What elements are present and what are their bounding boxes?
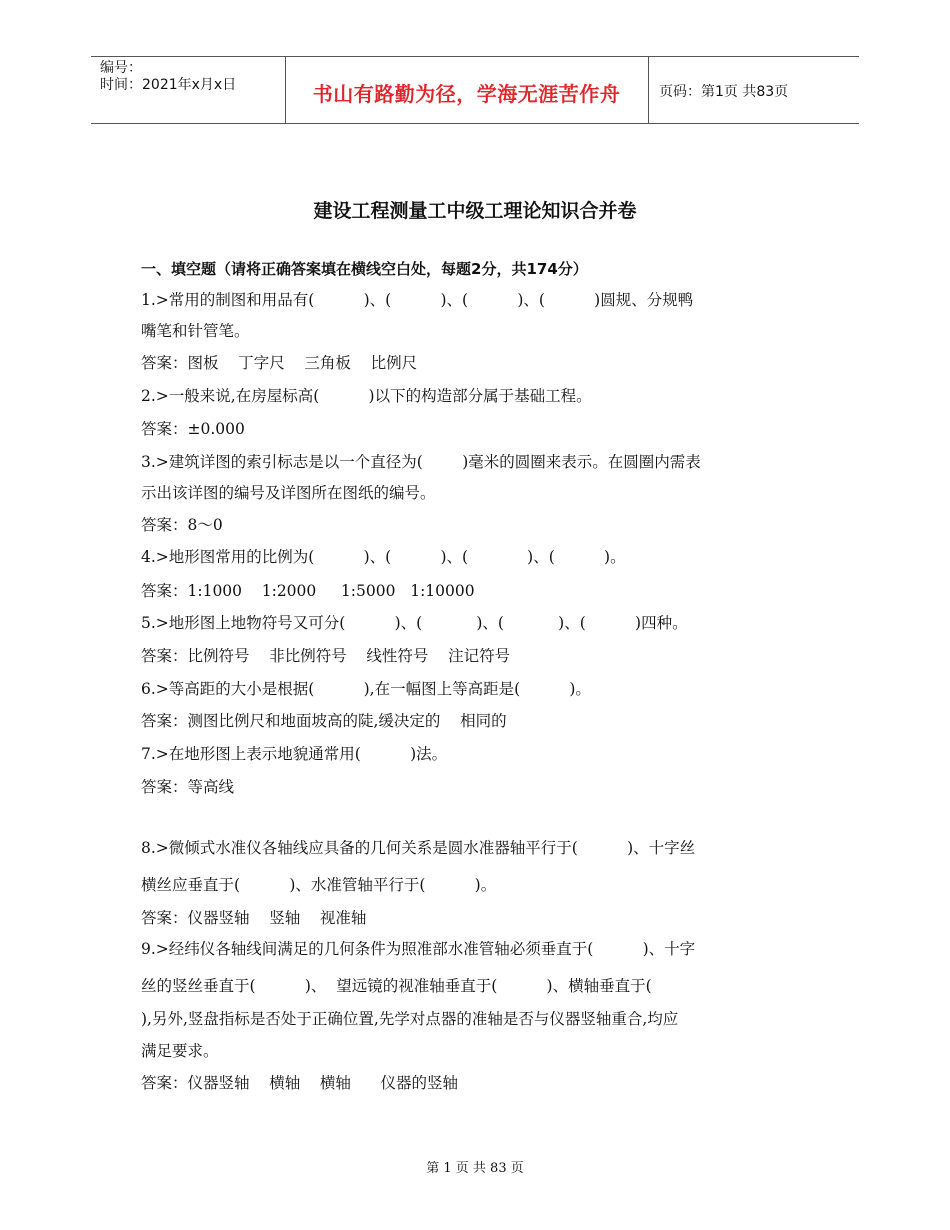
answer-line: 答案：1:1000 1:2000 1:5000 1:10000: [141, 582, 475, 600]
page-footer: 第 1 页 共 83 页: [426, 1161, 524, 1176]
question-line: 示出该详图的编号及详图所在图纸的编号。: [141, 484, 436, 502]
question-line: 7.>在地形图上表示地貌通常用( )法。: [141, 745, 448, 763]
date-label: 时间：2021年x月x日: [100, 77, 237, 93]
question-line: 4.>地形图常用的比例为( )、( )、( )、( )。: [141, 548, 626, 566]
answer-line: 答案：测图比例尺和地面坡高的陡,缓决定的 相同的: [141, 712, 507, 730]
question-line: 满足要求。: [141, 1042, 219, 1060]
answer-line: 答案：±0.000: [141, 420, 245, 438]
header-page-number: 页码：第1页 共83页: [659, 84, 789, 100]
question-line: 嘴笔和针管笔。: [141, 322, 250, 340]
header-divider: [648, 57, 649, 123]
question-line: 5.>地形图上地物符号又可分( )、( )、( )、( )四种。: [141, 614, 688, 632]
answer-line: 答案：图板 丁字尺 三角板 比例尺: [141, 354, 418, 372]
question-line: 丝的竖丝垂直于( )、 望远镜的视准轴垂直于( )、横轴垂直于(: [141, 977, 652, 995]
answer-line: 答案：仪器竖轴 横轴 横轴 仪器的竖轴: [141, 1074, 458, 1092]
document-title: 建设工程测量工中级工理论知识合并卷: [313, 200, 637, 222]
answer-line: 答案：比例符号 非比例符号 线性符号 注记符号: [141, 647, 511, 665]
answer-line: 答案：等高线: [141, 778, 235, 796]
question-line: 6.>等高距的大小是根据( ),在一幅图上等高距是( )。: [141, 680, 591, 698]
question-line: ),另外,竖盘指标是否处于正确位置,先学对点器的准轴是否与仪器竖轴重合,均应: [141, 1010, 679, 1028]
section-heading: 一、填空题（请将正确答案填在横线空白处，每题2分，共174分）: [141, 260, 588, 278]
header-motto: 书山有路勤为径，学海无涯苦作舟: [312, 82, 621, 106]
doc-number-label: 编号：: [100, 60, 142, 76]
answer-line: 答案：8～0: [141, 516, 223, 534]
page-header: [91, 56, 859, 124]
question-line: 3.>建筑详图的索引标志是以一个直径为( )毫米的圆圈来表示。在圆圈内需表: [141, 453, 701, 471]
answer-line: 答案：仪器竖轴 竖轴 视准轴: [141, 909, 367, 927]
header-info: [100, 60, 236, 94]
question-line: 9.>经纬仪各轴线间满足的几何条件为照准部水准管轴必须垂直于( )、十字: [141, 940, 696, 958]
question-line: 横丝应垂直于( )、水准管轴平行于( )。: [141, 876, 497, 894]
question-line: 8.>微倾式水准仪各轴线应具备的几何关系是圆水准器轴平行于( )、十字丝: [141, 839, 696, 857]
question-line: 2.>一般来说,在房屋标高( )以下的构造部分属于基础工程。: [141, 387, 592, 405]
question-line: 1.>常用的制图和用品有( )、( )、( )、( )圆规、分规鸭: [141, 291, 694, 309]
